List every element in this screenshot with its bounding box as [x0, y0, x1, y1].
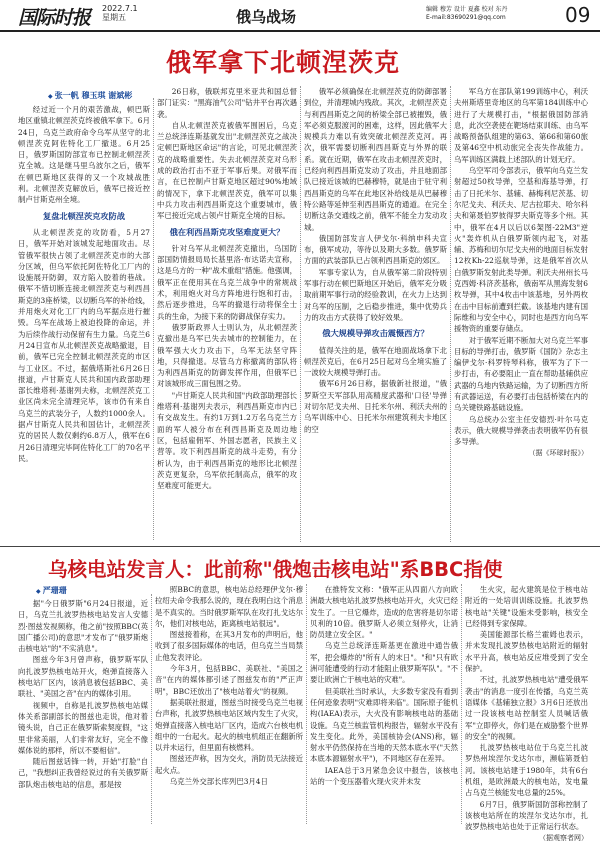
section-title: 俄乌战场 [236, 8, 297, 26]
article2-byline: ◆ 严珊珊 [36, 585, 67, 596]
paragraph: 在推特发文称："俄军正从四面八方向欧洲最大核电站扎波罗热核电站开火，火灾已经发生了。一旦它爆炸，造成的危害将是切尔诺贝利的10倍。俄罗斯人必须立刻停火，让消防员建立安全区。" [310, 585, 458, 640]
header-rule [0, 30, 600, 32]
column-divider [300, 86, 301, 542]
paragraph: 图兹接着称，在其3月发布的声明后，他收到了很多国际媒体的电话，但乌克兰当局禁止他发表评论。 [155, 630, 303, 662]
paragraph: 6月7日，俄罗斯国防部称控制了该核电站所在的埃涅尔戈达尔市，扎波罗热核电站也处于正常运行状态。 [465, 799, 588, 832]
article1-byline: ◆ 张一帆 穆玉琪 谢斌彬 [48, 90, 132, 101]
paragraph: 俄国防部发言人伊戈尔·科纳申科夫宣布，俄军成功，等待以及期大多数。俄罗斯方面的武装部队已占领利西昌斯克的郊区。 [304, 233, 447, 266]
editor-info [426, 6, 508, 22]
issue-date: 2022.7.1 [102, 4, 138, 13]
column-divider [151, 594, 152, 824]
article1-column-3 [304, 86, 447, 544]
page-header [0, 0, 600, 28]
column-divider [461, 584, 462, 824]
article2-column-4 [465, 584, 588, 842]
page-number: 09 [565, 3, 591, 27]
paragraph: 俄罗斯政界人士则认为，从北顿涅茨克撤出是乌军已失去城市的控制能力，在俄军强大火力攻击下，乌军无法坚守阵地，只得撤退。尽管乌方称撤离的部队将为利西昌斯克的防御发挥作用，但俄军已对该城形成三面包围之势。 [157, 322, 297, 389]
paragraph: "卢甘斯克人民共和国"内政部助理部长维塔利·基谢列夫表示，利西昌斯克市内已有交战发生。有约1万到1.2万名乌克兰方面的军人被分布在利西昌斯克及周边地区，包括雇佣军、外国志愿者，民族主义营等。攻下利西昌斯克的战斗走势，有分析认为，由于利西昌斯克的地形比北顿涅茨克更复杂，乌军依托制高点，俄军的攻坚难度可能更大。 [157, 390, 297, 491]
paragraph: 经过近一个月的艰苦激战，顿巴斯地区重镇北顿涅茨克终被俄军拿下。6月24日，乌克兰政府命令乌军从坚守的北顿涅茨克阿佐特化工厂撤退。6月25日，俄罗斯国防部宣布已控制北顿涅茨克全城。这是继马里乌波尔之后，俄军在顿巴斯地区获得的又一个攻城战胜利。北顿涅茨克解放后，俄军已接近控制卢甘斯克州全境。 [18, 105, 150, 205]
paragraph: 军事专家认为，自从俄军第二阶段特别军事行动在顿巴斯地区开始后，俄军充分吸取前期军事行动的经验教训，在火力上达到对乌军的压制，之后稳步推进，集中优势兵力的攻击方式获得了较好效果。 [304, 267, 447, 322]
article1-column-1 [18, 104, 150, 544]
paragraph: 不过，扎波罗热核电站"遭受俄军袭击"的消息一度引在传播，乌克兰英语媒体《基辅独立报》3月6日还放出过一段该核电站控制室人员喊话俄军"立即停火，你们是在威胁整个世界的安全"的视频。 [465, 675, 588, 741]
subheading: 俄大规模导弹攻击震慑西方？ [322, 328, 429, 339]
paragraph: 从北顿涅茨克的攻防看，5月27日，俄军开始对该城发起地面攻击。尽管俄军很快占领了北顿涅茨克市的大部分区域，但乌军依托阿佐特化工厂内的设施展开防御，双方陷入胶着的巷战。俄军不惜切断连接北顿涅茨克与利西昌斯克的3座桥梁，以切断乌军的补给线，并用炮火对化工厂内的乌军据点进行摧毁。乌军在战场上被迫投降的命运，并为后续作战行动保留有生力量。乌克兰6月24日宣布从北顿涅茨克战略撤退，目前，俄军已完全控制北顿涅茨克的市区与工业区。不过，据俄塔斯社6月26日报道，卢甘斯克人民共和国内政部助理部长维塔利·基谢列夫称，北顿涅茨克工业区尚未完全清理完毕，该市仍有来自乌克兰的武装分子，人数约1000余人。据卢甘斯克人民共和国估计，北顿涅茨克的居民人数仅剩约6.8万人，俄军在6月26日清理完毕阿佐特化工厂的70名平民。 [18, 227, 150, 463]
article2-column-2 [155, 584, 303, 824]
paragraph: 据"今日俄罗斯"6月24日报道，近日，乌克兰扎波罗热核电站发言人安德烈·图兹发视频称，他之前"按照BBC(英国广播公司)的意思"才发布了"俄罗斯炮击核电站"的"不实消息"。 [18, 599, 148, 654]
paragraph: 乌总统办公室主任安德烈·叶尔马克表示，俄大规模导弹袭击表明俄军仍有很多导弹。 [454, 414, 588, 447]
paragraph: 但美联社当时承认，大多数专家没有看到任何迹象表明"灾难即将来临"。国际原子能机构(IAEA)表示，大火没有影响核电站的基础设施。乌克兰核监管机构报告，辐射水平没有发生变化。此外，美国核协会(ANS)称，辐射水平仍然保持在当地的天然本底水平("天然本底本源辐射水平")，不同地区存在差异。 [310, 686, 458, 764]
article1-headline: 俄军拿下北顿涅茨克 [166, 48, 401, 77]
article2-headline: 乌核电站发言人：此前称"俄炮击核电站"系BBC指使 [48, 558, 503, 581]
paragraph: 乌克兰总统泽连斯基更在激进中通告俄军，把会爆炸的"所有人的末日"。"和"只有欧洲可能遭受的行动才能阻止俄罗斯军队"。"不要让欧洲亡于核电站的灾难"。 [310, 641, 458, 685]
paragraph: 视频中，自称是扎波罗热核电站媒体关系部副部长的图兹也走说，他对着镜头说，自己正在俄罗斯索契度假，"这里非常美丽，人们非常友好，完全不像媒体说的那样，所以不要相信"。 [18, 700, 148, 755]
issue-weekday: 星期五 [102, 13, 126, 22]
paragraph: 俄军6月26日称，据俄新社报道，"俄罗斯空天军部队用高精度武器和'口径'导弹对切尔尼戈夫州、日托米尔州、利沃夫州的乌军训练中心、日托米尔州建筑利夫卡地区的空 [304, 379, 447, 434]
article2-source: （据观察者网） [539, 833, 588, 842]
paragraph: 军乌方在部队第199训练中心，利沃夫州斯塔里奇地区的乌军第184训练中心进行了大规模打击，"根据俄国防部消息，此次空袭使在靶场结束训练、由乌军战略预备队组建的第63、第66和第60旅及第46空中机动旅完全丧失作战能力。乌军训练区满载上述部队的计划无疗。 [454, 87, 588, 164]
subheading: 复盘北顿涅茨克攻防战 [43, 210, 125, 221]
editor-email: E-mail:83690291@qq.com [426, 14, 506, 21]
date-block [102, 4, 138, 22]
paragraph: 今年3月，包括BBC、美联社、"美国之音"在内的媒体都引述了图兹发布的"严正声明"，BBC还放出了"核电站着火"的视频。 [155, 664, 303, 696]
paragraph: 针对乌军从北顿涅茨克撤出，乌国防部国防情报局局长基里洛·布达诺夫宣称，这是乌方的一种"战术重组"措施。他强调，俄军正在使用其在乌克兰战争中的常规战术，利用炮火对乌方阵地进行饱和打击，然后逐步推进，乌军的撤退行动将保全士兵的生命，为接下来的防御战保存实力。 [157, 243, 297, 321]
column-divider [153, 98, 154, 540]
paragraph: 照BBC的意思，核电站总经理伊戈尔·穆拉绍夫命令我那么说的，现在我明白这个消息是不真实的。当时俄罗斯军队在攻打扎戈达尔尔，他们对核电站，距离核电站很远"。 [155, 585, 303, 628]
paragraph: 值得关注的是，俄军在地面战场拿下北顿涅茨克后，在6月25日起对乌全境实施了一波较大规模导弹打击。 [304, 345, 447, 378]
editor-line: 编辑 穆芳 设计 夏鑫 校对 东丹 [426, 6, 508, 13]
paragraph: 对于俄军近期不断加大对乌克兰军事目标的导弹打击，俄罗斯《国防》杂志主编伊戈尔·科罗特琴科称，俄军为了下一步打击，有必要阻止一直在帮助基辅供应武器的乌地内铁路运输，为了切断西方所有武器运送，有必要打击包括桥梁在内的乌关键铁路基础设施。 [454, 335, 588, 413]
article1-column-4 [454, 86, 588, 544]
article-separator [0, 546, 600, 547]
paragraph: 俄军必须确保在北顿涅茨克的防御部署到位，并清理城内残敌。其次，北顿涅茨克与利西昌斯克之间的桥梁全部已被摧毁，俄军必须克服渡河的困难，这样，因此俄军大规模兵力难以有效突破北顿涅茨克河。再次，俄军需要切断利西昌斯克与外界的联系。就在近期，俄军在攻击北顿涅茨克时，已经向利西昌斯克发动了攻击，并且地面部队已接近该城的巴赫穆特，就是由于驻守利西昌斯克的乌军在此地区补给线是从巴赫穆特公路等延伸至利西昌斯克的通道。在完全切断这条交通线之前，俄军不能全力发动攻城。 [304, 87, 447, 232]
article1-source: （据《环球时报》） [528, 448, 588, 457]
newspaper-logo: 国际时报 [18, 7, 91, 29]
paragraph: 扎波罗热核电站位于乌克兰扎波罗热州埃涅尔戈达尔市，濒临第聂伯河。该核电站建于1980年，共有6台机组，是欧洲最大的核电站，发电量占乌克兰核能发电总量的25%。 [465, 743, 588, 798]
paragraph: IAEA总于3月紧急会议中报告，该核电站的一个变压器着火现火灾并未发 [310, 765, 458, 787]
subheading: 俄在利西昌斯克攻坚难度更大？ [169, 226, 285, 237]
paragraph: 美国能源部长格兰霍姆也表示，并未发现扎波罗热核电站附近的辐射水平升高，核电站反应堆受到了安全保护。 [465, 630, 588, 674]
paragraph: 图兹还声称，因为交火，消防员无法接近起火点。 [155, 754, 303, 775]
article1-column-2 [157, 86, 297, 544]
paragraph: 26日称，俄联邦克里米亚共和国总督部门证实："黑海油气公司"钻井平台再次遇袭。 [157, 87, 297, 119]
paragraph: 乌克兰外交部长库列巴3月4日 [169, 777, 268, 787]
paragraph: 据美联社报道，图兹当时接受乌克兰电视台声称，扎波罗热核电站区域内发生了火灾，炮弹直接落入核电站厂区内，造成六台核电机组中的一台起火。起火的核电机组正在翻新所以并未运行，但里面有核燃料。 [155, 697, 303, 753]
column-divider [450, 86, 451, 542]
paragraph: 图兹今年3月曾声称，俄罗斯军队向扎波罗热核电站开火，炮弹直接落入核电站厂区内，该消息被包括BBC、美联社、"美国之音"在内的媒体引用。 [18, 655, 148, 699]
paragraph: 生火灾，起火建筑是位于核电站附近的一处培训训练设施。扎波罗热核电站"关键"设施未受影响，核安全已经得到专家保障。 [465, 585, 588, 628]
paragraph: 随后图兹话锋一转，开始"打脸"自己，"我想纠正我曾经说过的有关俄罗斯部队炮击核电站的信息，那是按 [18, 757, 148, 789]
paragraph: 自从北顿涅茨克被俄军围困后，乌克兰总统泽连斯基就发出"北顿涅茨克之战决定顿巴斯地区命运"的言论，可见北顿涅茨克的战略重要性。失去北顿涅茨克对乌形成的政治打击不亚于军事后果。对俄军而言，在已控制卢甘斯克地区超过90%地域的情况下，拿下北顿涅茨克，俄军可以集中兵力攻击利西昌斯克这个重要城市，俄军已接近完成占领卢甘斯克全境的目标。 [157, 120, 297, 221]
paragraph: 乌空军司令部表示，俄军向乌克兰发射超过50枚导弹，空基和海基导弹，打击了日托米尔、基辅、赫梅利尼茨基、切尔尼戈夫、利沃夫、尼古拉耶夫、哈尔科夫和第聂伯罗彼得罗夫斯克等多个州。其中，俄军在4月以后以6架图-22M3"逆火"轰炸机从白俄罗斯领内起飞，对基辅、苏梅和切尔尼戈夫州的地面目标发射12枚Kh-22巡航导弹，这是俄军首次从白俄罗斯发射此类导弹。利沃夫州州长马克西姆·科济茨基称，俄南军从黑海发射6枚导弹，其中4枚击中该基地，另外两枚在击中目标前遭到拦截。该基地内建有国际维和与安全中心，同时也是西方向乌军援物资的重要存储点。 [454, 166, 588, 334]
article2-column-1 [18, 598, 148, 824]
article2-column-3 [310, 584, 458, 824]
column-divider [306, 584, 307, 824]
